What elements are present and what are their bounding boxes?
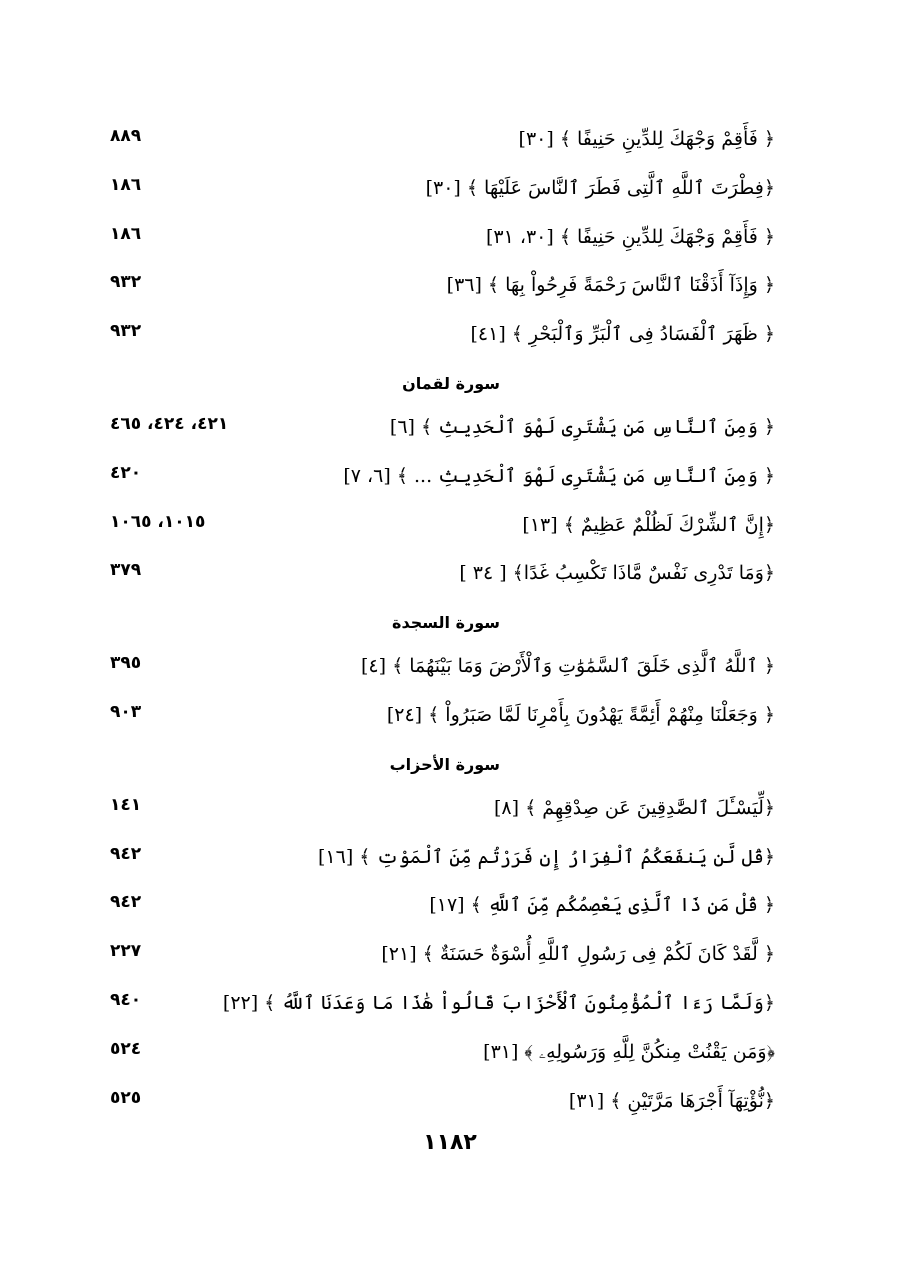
index-row bbox=[110, 319, 775, 368]
page-reference: ٩٤٢ bbox=[110, 892, 142, 913]
index-row bbox=[110, 939, 775, 988]
verse-text: ﴿ وَمِنَ ٱلنَّاسِ مَن يَشْتَرِى لَهْوَ ٱلْحَدِيثِ ﴾ [٦] bbox=[389, 415, 775, 438]
page-reference: ٩٤٢ bbox=[110, 843, 142, 864]
index-row bbox=[110, 270, 775, 319]
index-row bbox=[110, 222, 775, 271]
page-reference: ٢٢٧ bbox=[110, 941, 142, 962]
verse-text: ﴿إِنَّ ٱلشِّرْكَ لَظُلْمٌ عَظِيمٌ ﴾ [١٣] bbox=[522, 513, 775, 536]
verse-text: ﴿وَلَمَّا رَءَا ٱلْمُؤْمِنُونَ ٱلْأَحْزَابَ قَالُواْ هَٰذَا مَا وَعَدَنَا ٱللَّهُ ﴾ [٢٢] bbox=[222, 991, 775, 1014]
page-reference: ٤٢٠ bbox=[110, 462, 142, 483]
index-row bbox=[110, 793, 775, 842]
page-reference: ١٤١ bbox=[110, 794, 142, 815]
page-reference: ٩٠٣ bbox=[110, 701, 142, 722]
index-row bbox=[110, 1037, 775, 1086]
verse-text: ﴿ وَإِذَآ أَذَقْنَا ٱلنَّاسَ رَحْمَةً فَرِحُواْ بِهَا ﴾ [٣٦] bbox=[446, 274, 775, 297]
index-row bbox=[110, 173, 775, 222]
page-reference: ٤٢١، ٤٢٤، ٤٦٥ bbox=[110, 413, 229, 434]
page-reference: ٨٨٩ bbox=[110, 126, 142, 146]
verse-text: ﴿ لَّقَدْ كَانَ لَكُمْ فِى رَسُولِ ٱللَّهِ أُسْوَةٌ حَسَنَةٌ ﴾ [٢١] bbox=[381, 943, 775, 966]
verse-text: ﴿فِطْرَتَ ٱللَّهِ ٱلَّتِى فَطَرَ ٱلنَّاسَ عَلَيْهَا ﴾ [٣٠] bbox=[425, 176, 775, 199]
page-reference: ٣٩٥ bbox=[110, 653, 142, 674]
verse-text: ﴿ فَأَقِمْ وَجْهَكَ لِلدِّينِ حَنِيفًا ﴾ [٣٠] bbox=[518, 128, 775, 150]
verse-text: ﴿ ظَهَرَ ٱلْفَسَادُ فِى ٱلْبَرِّ وَٱلْبَحْرِ ﴾ [٤١] bbox=[470, 323, 775, 346]
surah-heading-row bbox=[110, 368, 775, 412]
page-reference: ٩٤٠ bbox=[110, 989, 142, 1010]
surah-heading-row bbox=[110, 607, 775, 651]
index-row bbox=[110, 842, 775, 891]
verse-text: ﴿ وَمِنَ ٱلنَّاسِ مَن يَشْتَرِى لَهْوَ ٱلْحَدِيثِ ... ﴾ [٦، ٧] bbox=[343, 464, 775, 487]
index-row bbox=[110, 988, 775, 1037]
verse-text: ﴿ فَأَقِمْ وَجْهَكَ لِلدِّينِ حَنِيفًا ﴾ [٣٠، ٣١] bbox=[485, 225, 775, 248]
page-reference: ٣٧٩ bbox=[110, 560, 142, 581]
surah-heading-luqman: سورة لقمان bbox=[402, 373, 500, 393]
index-row bbox=[110, 700, 775, 749]
verse-text: ﴿قُل لَّن يَنفَعَكُمُ ٱلْفِرَارُ إِن فَرَرْتُم مِّنَ ٱلْمَوْتِ ﴾ [١٦] bbox=[318, 845, 775, 868]
verse-text: ﴿نُّؤْتِهَآ أَجْرَهَا مَرَّتَيْنِ ﴾ [٣١] bbox=[568, 1089, 775, 1112]
verse-text: ﴿وَمَن يَقْنُتْ مِنكُنَّ لِلَّهِ وَرَسُولِهِۦ ﴾ [٣١] bbox=[483, 1040, 775, 1063]
page-reference: ٩٣٢ bbox=[110, 321, 142, 342]
page-reference: ١٨٦ bbox=[110, 223, 142, 244]
page-reference: ٥٢٥ bbox=[110, 1087, 142, 1108]
index-row bbox=[110, 461, 775, 510]
page-reference: ١٨٦ bbox=[110, 174, 142, 195]
index-row bbox=[110, 510, 775, 559]
verse-text: ﴿ قُلْ مَن ذَا ٱلَّذِى يَعْصِمُكُم مِّنَ ٱللَّهِ ﴾ [١٧] bbox=[429, 894, 775, 917]
verse-text: ﴿ وَجَعَلْنَا مِنْهُمْ أَئِمَّةً يَهْدُونَ بِأَمْرِنَا لَمَّا صَبَرُواْ ﴾ [٢٤] bbox=[386, 703, 775, 726]
surah-heading-ahzab: سورة الأحزاب bbox=[389, 754, 500, 774]
index-row bbox=[110, 124, 775, 173]
verse-text: ﴿ ٱللَّهُ ٱلَّذِى خَلَقَ ٱلسَّمَٰوَٰتِ وَٱلْأَرْضَ وَمَا بَيْنَهُمَا ﴾ [٤] bbox=[361, 655, 775, 678]
verse-text: ﴿وَمَا تَدْرِى نَفْسٌ مَّاذَا تَكْسِبُ غَدًا﴾ [ ٣٤ ] bbox=[459, 562, 775, 585]
verse-index-list bbox=[110, 124, 775, 1134]
surah-heading-row bbox=[110, 749, 775, 793]
page-reference: ١٠١٥، ١٠٦٥ bbox=[110, 511, 206, 532]
index-row bbox=[110, 1086, 775, 1135]
index-row bbox=[110, 651, 775, 700]
index-row bbox=[110, 412, 775, 461]
index-row bbox=[110, 890, 775, 939]
index-row bbox=[110, 558, 775, 607]
verse-text: ﴿لِّيَسْـَٔلَ ٱلصَّٰدِقِينَ عَن صِدْقِهِمْ ﴾ [٨] bbox=[494, 796, 775, 819]
surah-heading-sajdah: سورة السجدة bbox=[392, 613, 500, 633]
page-reference: ٥٢٤ bbox=[110, 1038, 142, 1059]
page-number: ١١٨٢ bbox=[423, 1130, 477, 1155]
page-reference: ٩٣٢ bbox=[110, 272, 142, 293]
